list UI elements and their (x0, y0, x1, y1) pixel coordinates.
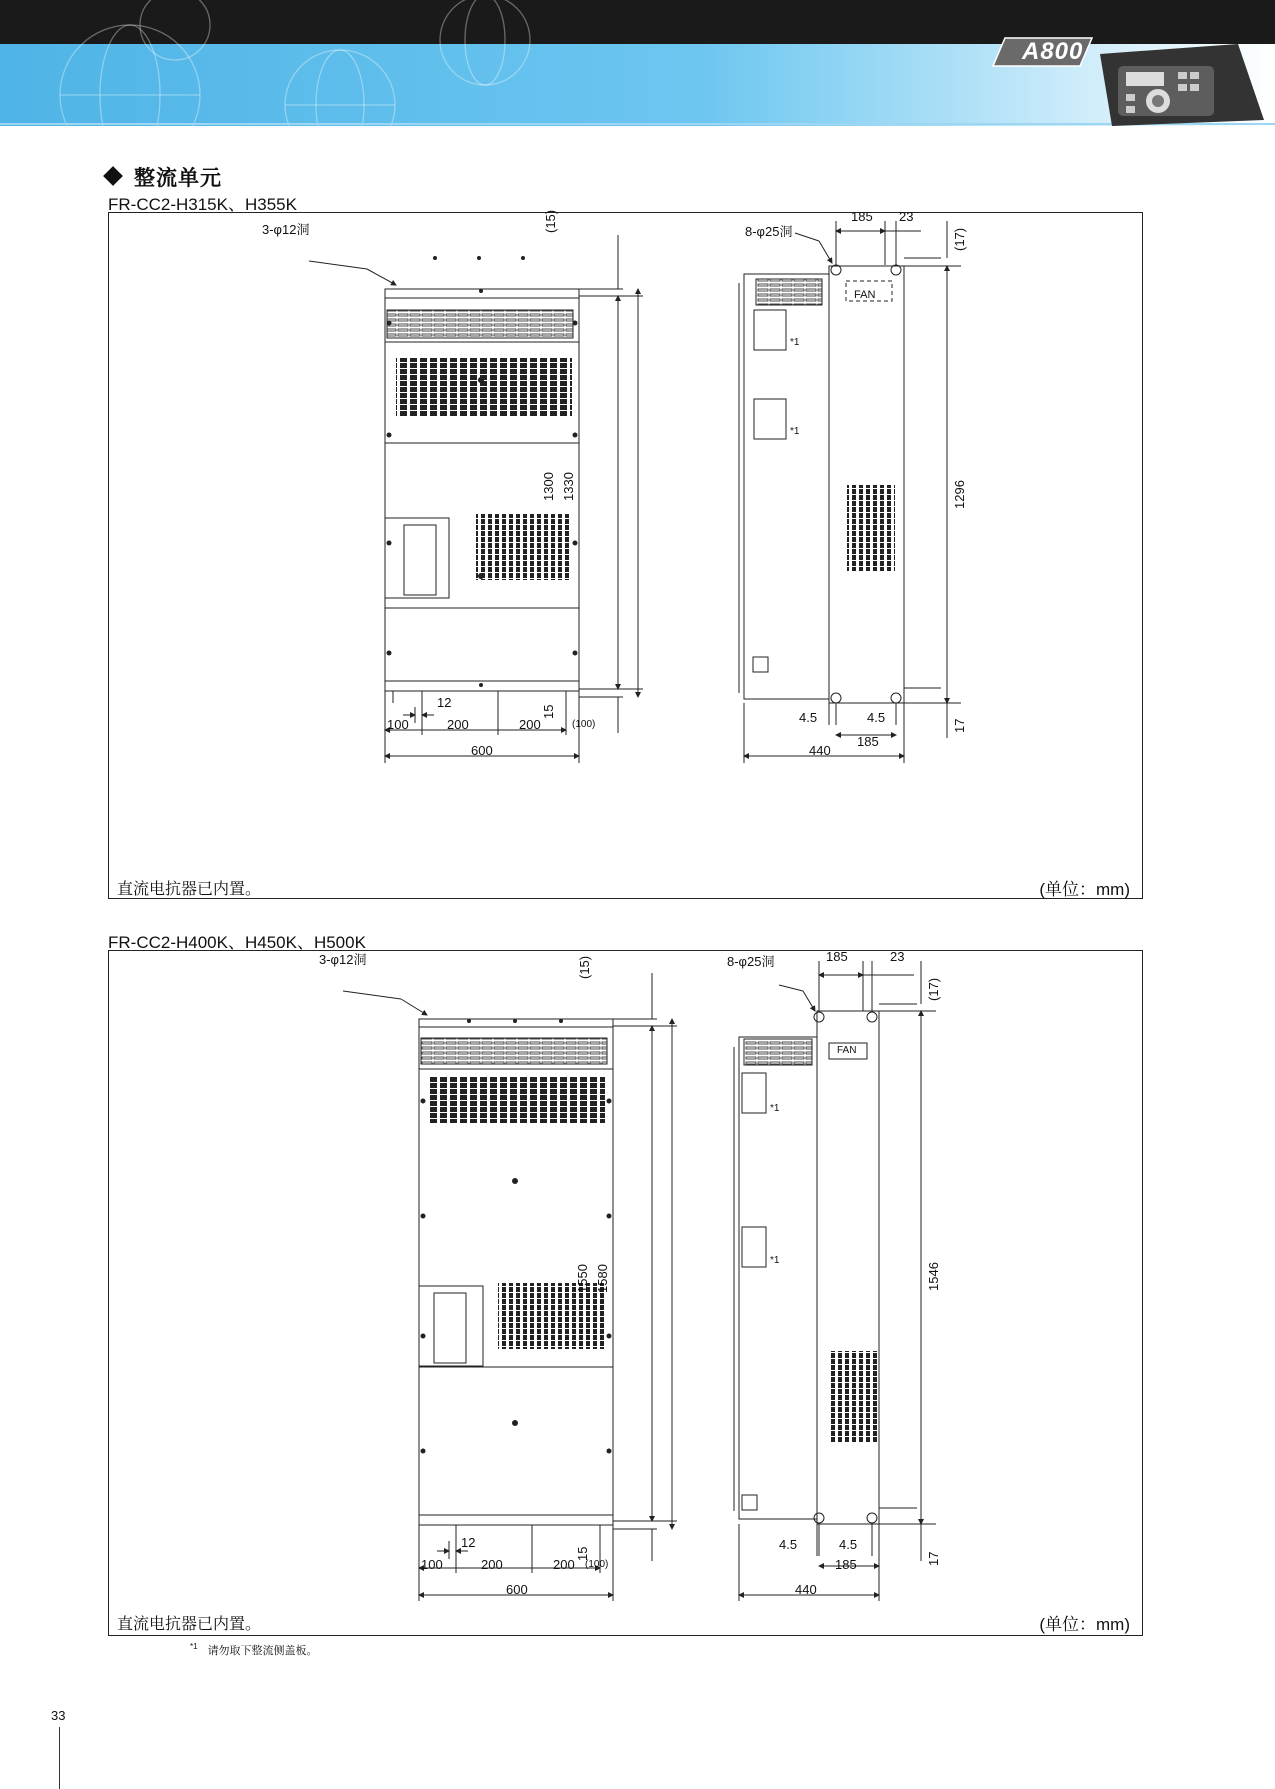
dimension-drawing-1 (109, 213, 1142, 898)
dim-bottom-offset: 15 (575, 1546, 590, 1561)
dim-side-height: 1546 (926, 1262, 941, 1291)
footnote-text: 请勿取下整流侧盖板。 (207, 1645, 318, 1657)
page-rule (59, 1727, 60, 1789)
note-unit-1: (单位：mm) (1039, 880, 1130, 899)
dim-side-top-offset: (17) (952, 227, 967, 251)
dim-inner-height: 1550 (575, 1264, 590, 1293)
dim-side-top-2: 23 (899, 209, 914, 224)
dim-pitch-3: 200 (519, 717, 541, 732)
note-reactor-1: 直流电抗器已内置。 (117, 881, 262, 898)
fan-label: FAN (854, 289, 876, 301)
dim-side-width: 440 (795, 1582, 817, 1597)
drawing-frame-2 (108, 950, 1143, 1636)
footnote-marker: *1 (190, 1642, 198, 1652)
callout-label-1b: *1 (790, 426, 800, 437)
fan-label: FAN (837, 1045, 857, 1056)
dim-pitch-2: 200 (447, 717, 469, 732)
model-label-1: FR-CC2-H315K、H355K (108, 195, 297, 214)
dim-side-top-1: 185 (851, 209, 873, 224)
dim-side-top-1: 185 (826, 949, 848, 964)
dim-side-bottom-3: 185 (835, 1557, 857, 1572)
dim-side-bottom-1: 4.5 (799, 710, 818, 725)
note-reactor-2: 直流电抗器已内置。 (117, 1616, 262, 1633)
dim-pitch-4: (100) (572, 719, 596, 730)
section-title-text: 整流单元 (134, 167, 222, 190)
dim-side-bottom-offset: 17 (952, 718, 967, 733)
dim-top-offset: (15) (543, 209, 558, 233)
header-banner (0, 0, 1275, 128)
operation-panel-icon (1100, 44, 1264, 126)
dim-front-width: 600 (471, 743, 493, 758)
dim-bottom-offset: 15 (541, 704, 556, 719)
dim-pitch-1: 100 (387, 717, 409, 732)
diamond-bullet-icon (103, 166, 123, 186)
dim-outer-height: 1580 (595, 1264, 610, 1293)
dim-inner-height: 1300 (541, 472, 556, 501)
dim-pitch-3: 200 (553, 1557, 575, 1572)
dim-side-bottom-2: 4.5 (867, 710, 886, 725)
hole-label-front: 3-φ12洞 (262, 222, 310, 237)
dimension-drawing-2 (109, 951, 1142, 1635)
dim-pitch-2: 200 (481, 1557, 503, 1572)
page-number: 33 (51, 1708, 66, 1723)
dim-side-top-2: 23 (890, 949, 905, 964)
callout-label-2a: *1 (770, 1103, 780, 1114)
callout-label-2b: *1 (770, 1255, 780, 1266)
dim-pitch-4: (100) (585, 1559, 609, 1570)
footnote (190, 1642, 318, 1658)
hole-label-front: 3-φ12洞 (319, 952, 367, 967)
dim-pitch-1: 100 (421, 1557, 443, 1572)
drawing-frame-1 (108, 209, 1143, 899)
note-unit-2: (单位：mm) (1039, 1615, 1130, 1634)
callout-label-1a: *1 (790, 337, 800, 348)
section-title (106, 162, 222, 192)
hole-label-side: 8-φ25洞 (727, 954, 775, 969)
model-label-2: FR-CC2-H400K、H450K、H500K (108, 933, 366, 952)
dim-side-width: 440 (809, 743, 831, 758)
dim-side-bottom-offset: 17 (926, 1551, 941, 1566)
dim-slot: 12 (437, 695, 452, 710)
dim-side-top-offset: (17) (926, 977, 941, 1001)
product-badge: A800 (1022, 38, 1084, 65)
dim-side-height: 1296 (952, 480, 967, 509)
dim-top-offset: (15) (577, 955, 592, 979)
dim-side-bottom-3: 185 (857, 734, 879, 749)
dim-outer-height: 1330 (561, 472, 576, 501)
dim-side-bottom-1: 4.5 (779, 1537, 798, 1552)
dim-front-width: 600 (506, 1582, 528, 1597)
dim-slot: 12 (461, 1535, 476, 1550)
dim-side-bottom-2: 4.5 (839, 1537, 858, 1552)
hole-label-side: 8-φ25洞 (745, 224, 793, 239)
